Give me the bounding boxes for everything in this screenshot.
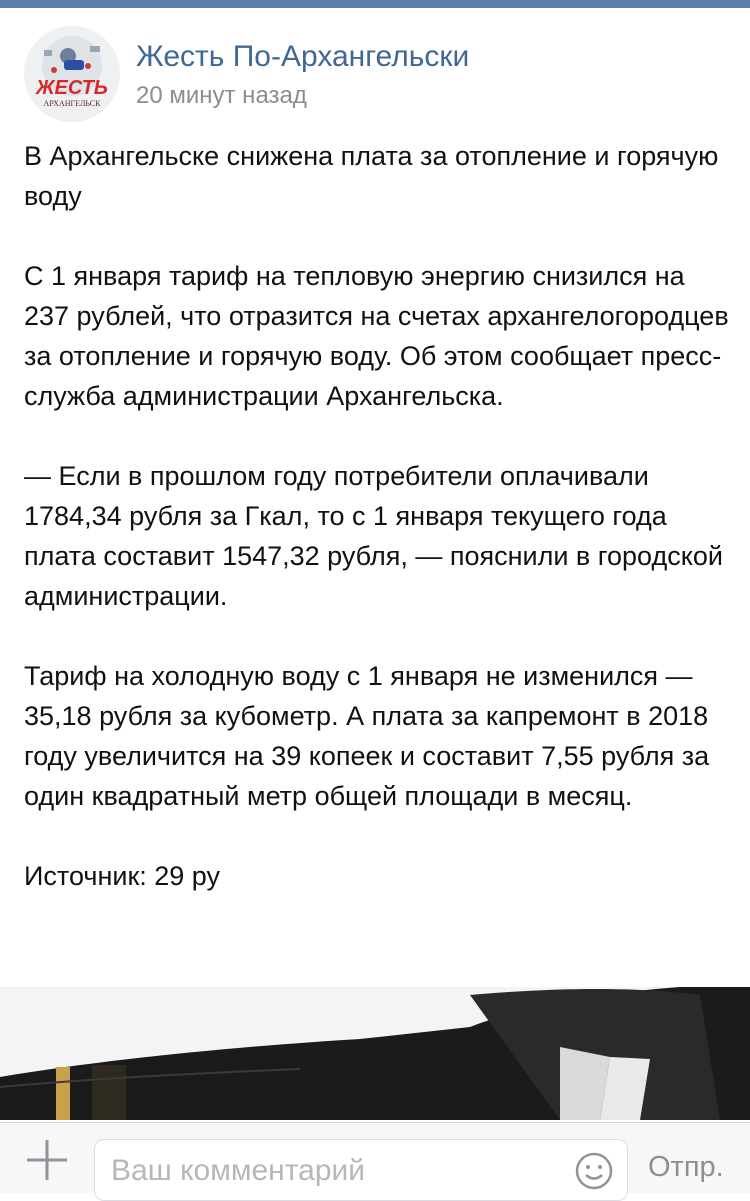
avatar-logo-text: ЖЕСТЬ: [36, 77, 108, 99]
post-paragraph-title: В Архангельске снижена плата за отопление и горячую воду: [24, 141, 719, 211]
post-paragraph: С 1 января тариф на тепловую энергию снизился на 237 рублей, что отразится на счетах архангелогородцев за отопление и горячую воду. Об этом сообщает пресс-служба администрации Архангельска.: [24, 261, 729, 411]
attach-button[interactable]: [22, 1131, 72, 1181]
post-paragraph: — Если в прошлом году потребители оплачивали 1784,34 рубля за Гкал, то с 1 января текущего года плата составит 1547,32 рубля, — пояснили в городской администрации.: [24, 461, 723, 611]
post-time: 20 минут назад: [136, 82, 307, 109]
post-image-wallet[interactable]: [0, 987, 750, 1120]
post-body: [24, 136, 734, 896]
send-button[interactable]: Отпр.: [648, 1151, 724, 1183]
plus-icon: [22, 1131, 72, 1181]
comment-bar: [0, 1122, 750, 1193]
avatar-logo-subtext: АРХАНГЕЛЬСК: [43, 99, 101, 108]
post-paragraph: Тариф на холодную воду с 1 января не изменился — 35,18 рубля за кубометр. А плата за капремонт в 2018 году увеличится на 39 копеек и составит 7,55 рубля за один квадратный метр общей площади в месяц.: [24, 661, 710, 811]
avatar[interactable]: [24, 26, 120, 122]
group-name-link[interactable]: Жесть По-Архангельски: [136, 40, 470, 73]
post-source: Источник: 29 ру: [24, 861, 221, 891]
post-header: [24, 26, 724, 116]
emoji-button[interactable]: [574, 1151, 614, 1191]
top-bar: [0, 0, 750, 8]
smiley-icon: [574, 1151, 614, 1191]
comment-placeholder: Ваш комментарий: [111, 1154, 366, 1187]
